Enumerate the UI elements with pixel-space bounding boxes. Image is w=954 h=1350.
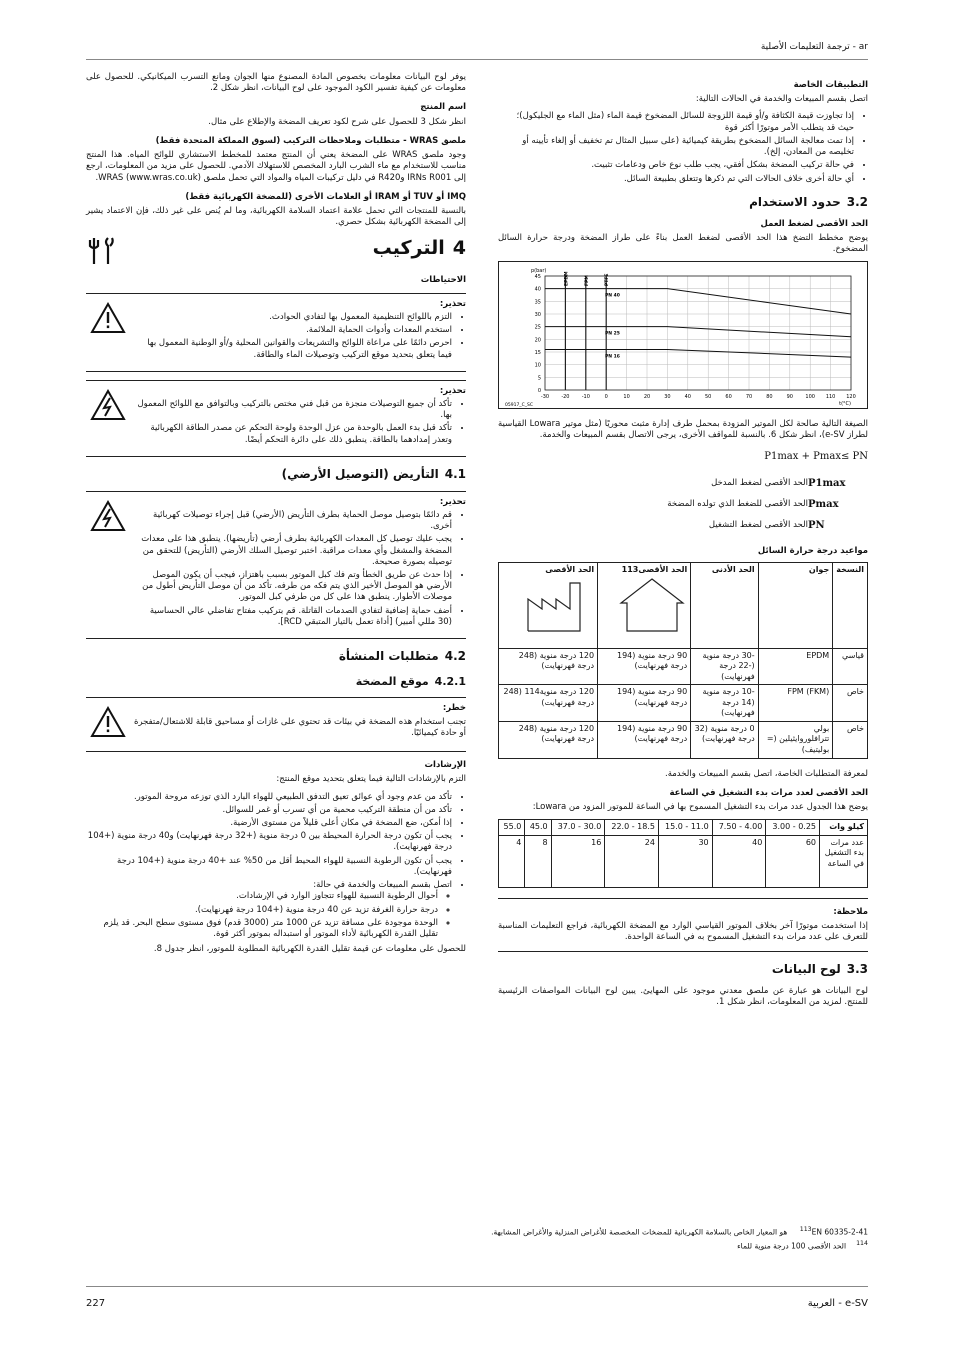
danger-box bbox=[86, 697, 466, 752]
table-cell: خاص bbox=[833, 685, 868, 722]
list-item: • قم دائمًا بتوصيل موصل الحماية بطرف التأريض (الأرضي) قبل إجراء توصيلات كهربائية أخرى. bbox=[134, 510, 452, 532]
table-cell: 0.25 - 3.00 bbox=[766, 820, 820, 836]
guide-end: للحصول على معلومات عن قيمة تقليل القدرة الكهربائية المطلوبة للموتور، انظر جدول 8. bbox=[153, 944, 466, 955]
material-label: PTFE bbox=[605, 273, 611, 287]
table-cell: 0 درجة منوية (32 درجة فهرنهايت) bbox=[691, 721, 758, 758]
x-tick-label: 30 bbox=[664, 394, 671, 401]
warning-list bbox=[134, 312, 466, 361]
table-cell: 40 bbox=[712, 835, 766, 887]
starts-text: يوضح هذا الجدول عدد مرات بدء التشغيل المسموح بها في الساعة للموتور المزود من Lowara: bbox=[532, 802, 868, 812]
table-cell: خاص bbox=[833, 721, 868, 758]
section-number: 4.1 bbox=[444, 466, 466, 481]
section-number: 3.3 bbox=[846, 962, 868, 977]
name-title: اسم المنتج bbox=[420, 102, 466, 113]
electric-hazard-icon bbox=[90, 500, 126, 532]
table-cell: 120 درجة منوية (248 درجة فهرنهايت) bbox=[499, 721, 598, 758]
section-title: حدود الاستخدام bbox=[749, 194, 841, 209]
y-tick-label: 15 bbox=[534, 350, 541, 357]
section-4-2-heading bbox=[86, 649, 466, 665]
guide-intro: التزم بالإرشادات التالية فيما يتعلق بتحديد موقع المنتج: bbox=[276, 774, 466, 785]
left-column bbox=[86, 72, 466, 961]
legend-desc: الحد الأقصى للضغط الذي تولده المضخة bbox=[667, 499, 808, 510]
formula-text: الصيغة التالية صالحة لكل الموتير المزودة بمحمل طرف إدارة مثبت محوريًا (مثل موتير Lowara القياسية لطراز e-SV)، انظر شكل 6. بالنسبة للمواقف الأخرى، يرجى الاتصال بقسم المبيعات والخدمة. bbox=[498, 419, 868, 441]
section-4-2-1-heading bbox=[86, 675, 466, 690]
list-item: • يجب عليك توصيل كل المعدات الكهربائية بطرف أرضي (تأريضها). ينطبق هذا على معدات المضخة والمشغل وأي معدات مراقبة. اختبر توصيل السلك الأرضي (التأريض) للتحقق من توصيله بصورة صحيحة. bbox=[134, 534, 452, 568]
y-tick-label: 45 bbox=[534, 274, 541, 281]
table-cell: 90 درجة منوية (194 درجة فهرنهايت) bbox=[598, 648, 691, 685]
table-cell: عدد مرات بدء التشغيل في الساعة bbox=[820, 835, 868, 887]
table-cell: 30.0 - 37.0 bbox=[551, 820, 605, 836]
list-item: • إذا حدث عن طريق الخطأ وتم فك كبل الموتور بسبب باهتزاز، فيجب أن يكون الموصل الأرضي هو الموصل الأخير الذي يتم فكه من طرفه. تأكد من أن موصل التأريض أطول من موصلات الأطوار. ينطبق هذا على كل من طرفي كبل الموتور. bbox=[134, 570, 452, 604]
series-line bbox=[545, 327, 851, 337]
maxp-text: يوضح مخطط التضخ هذا الحد الأقصى لضغط العمل بناءً على طراز المضخة ودرجة حرارة السائل المضخوخ. bbox=[498, 232, 868, 255]
list-item: ◦ أحوال الرطوبة النسبية للهواء تتجاوز الوارد في الإرشادات. bbox=[86, 891, 438, 902]
series-label: PN 40 bbox=[605, 293, 620, 299]
pressure-temperature-chart bbox=[498, 261, 868, 409]
divider bbox=[498, 951, 868, 952]
legend-symbol: Pmax bbox=[808, 499, 839, 511]
series-line bbox=[545, 350, 851, 358]
s33-text: لوح البيانات هو عبارة عن ملصق معدني موجود على المهايئ. يبين لوح البيانات المواصفات الرئيسية للمنتج. لمزيد من المعلومات، انظر شكل 1. bbox=[498, 986, 868, 1008]
section-number: 3.2 bbox=[846, 194, 868, 209]
x-tick-label: -30 bbox=[540, 394, 550, 401]
x-tick-label: 80 bbox=[766, 394, 773, 401]
table-header: جوان bbox=[758, 562, 833, 648]
table-header: الحد الأدنى bbox=[691, 562, 758, 648]
note-text: إذا استخدمت موتورًا آخر بخلاف الموتور القياسي الوارد مع المضخة الكهربائية، فراجع التعليمات المناسبة للتعرف على عدد مرات بدء التشغيل المسموح به في الساعة الواحدة. bbox=[498, 920, 868, 943]
right-column bbox=[498, 72, 868, 1015]
table-row bbox=[499, 721, 868, 758]
x-axis-label: t(°C) bbox=[839, 401, 851, 408]
series-label: PN 16 bbox=[605, 354, 620, 360]
table-header-house bbox=[598, 562, 691, 648]
list-item: • تأكد من عدم وجود أي عوائق تعيق التدفق الطبيعي للهواء البارد الذي توزعه مروحة الموتور. bbox=[86, 792, 452, 803]
header-title: ar - ترجمة التعليمات الأصلية bbox=[760, 42, 868, 52]
x-tick-label: 10 bbox=[623, 394, 630, 401]
table-cell: 120 درجة منوية114 (248 درجة فهرنهايت) bbox=[499, 685, 598, 722]
table-cell: 8 bbox=[525, 835, 551, 887]
list-item: ◦ الوحدة موجودة على مسافة تزيد عن 1000 متر (3000 قدم) فوق مستوى سطح البحر. قد يلزم تقليل القدرة الكهربائية لأداء الموتور أو استبداله بموتور أكثر قوة. bbox=[86, 918, 438, 940]
list-item: • استخدم المعدات وأدوات الحماية الملائمة. bbox=[134, 325, 452, 336]
temp-note: لمعرفة المتطلبات الخاصة، اتصل بقسم المبيعات والخدمة. bbox=[665, 768, 868, 779]
y-axis-label: p(bar) bbox=[531, 268, 547, 275]
list-item: • أضف حماية إضافية لتفادي الصدمات القاتلة. قم بتركيب مفتاح تفاضلي عالي الحساسية (30 مللي أمبير) [أداة تعمل بالتيار المتبقي RCD]. bbox=[134, 606, 452, 628]
y-tick-label: 10 bbox=[534, 362, 541, 369]
table-cell: 90 درجة منوية (194 درجة فهرنهايت) bbox=[598, 685, 691, 722]
intro-text: يوفر لوح البيانات معلومات بخصوص المادة المصنوع منها الجوان ومانع التسرب الميكانيكي. للحصول على معلومات عن كيفية تفسير الكود الموجود على لوح البيانات، انظر شكل 2. bbox=[86, 72, 466, 94]
x-tick-label: 100 bbox=[805, 394, 815, 401]
section-number: 4.2 bbox=[444, 649, 466, 664]
x-tick-label: -20 bbox=[561, 394, 570, 401]
list-item: • إذا أمكن، ضع المضخة في مكان أعلى قليلاً من مستوى الأرضية. bbox=[86, 818, 452, 829]
footnote bbox=[388, 1226, 868, 1237]
legend-symbol: P1max bbox=[808, 477, 846, 489]
table-cell: 120 درجة منوية (248 درجة فهرنهايت) bbox=[499, 648, 598, 685]
x-tick-label: 120 bbox=[846, 394, 856, 401]
chapter-title: التركيب bbox=[372, 237, 445, 260]
table-cell: FPM (FKM) bbox=[758, 685, 833, 722]
guide-list bbox=[86, 792, 466, 941]
table-row bbox=[499, 648, 868, 685]
guide-title: الإرشادات bbox=[424, 760, 466, 771]
y-tick-label: 20 bbox=[534, 337, 541, 344]
grounding-warning-box bbox=[86, 491, 466, 639]
imq-title: IMQ أو TUV أو IRAM أو العلامات الأخرى (للمضخة الكهربائية فقط) bbox=[185, 191, 466, 202]
table-header-factory bbox=[499, 562, 598, 648]
material-label: EPDM bbox=[564, 271, 570, 287]
table-cell: 30 bbox=[658, 835, 712, 887]
section-3-2-heading bbox=[498, 195, 868, 211]
temperature-table bbox=[498, 562, 868, 759]
table-row bbox=[498, 473, 868, 494]
warning-icon bbox=[90, 302, 126, 334]
x-tick-label: 90 bbox=[786, 394, 793, 401]
table-cell: 4.00 - 7.50 bbox=[712, 820, 766, 836]
section-title: موقع المضخة bbox=[355, 674, 429, 688]
name-text: انظر شكل 3 للحصول على شرح لكود تعريف المضخة والإطلاع على مثال. bbox=[208, 116, 466, 127]
table-cell: 55.0 bbox=[499, 820, 525, 836]
y-tick-label: 0 bbox=[537, 388, 541, 395]
table-row bbox=[499, 835, 868, 887]
danger-icon bbox=[90, 706, 126, 738]
table-cell: -10 درجة منوية (14 درجة فهرنهايت) bbox=[691, 685, 758, 722]
table-cell: 4 bbox=[499, 835, 525, 887]
list-item: • احرص دائمًا على مراعاة اللوائح والتشريعات والقوانين المحلية و/أو الوطنية المعمول بها فيما يتعلق بتحديد موقع التركيب وتوصيلات الماء والطاقة. bbox=[134, 338, 452, 360]
warning-label: تحذير: bbox=[439, 298, 466, 309]
list-item: • يجب أن تكون الرطوبة النسبية للهواء المحيط أقل من 50% عند +40 درجة منوية (+104 درجة فهرنهايت). bbox=[86, 856, 452, 878]
precautions-title: الاحتياطات bbox=[420, 275, 466, 286]
x-tick-label: -10 bbox=[581, 394, 590, 401]
warning-label: تحذير: bbox=[439, 385, 466, 396]
page-footer bbox=[86, 1286, 868, 1316]
table-row bbox=[499, 685, 868, 722]
y-tick-label: 35 bbox=[534, 299, 541, 306]
electric-hazard-icon bbox=[90, 389, 126, 421]
table-cell: كيلو وات bbox=[820, 820, 868, 836]
note-title: ملاحظة: bbox=[833, 906, 868, 917]
section-number: 4.2.1 bbox=[434, 674, 466, 688]
table-cell: EPDM bbox=[758, 648, 833, 685]
table-cell: 16 bbox=[551, 835, 605, 887]
footer-product: e-SV - العربية bbox=[807, 1298, 868, 1309]
list-item bbox=[86, 880, 452, 940]
header-label: الحد الأقصى bbox=[545, 564, 595, 574]
series-label: PN 25 bbox=[605, 331, 620, 337]
factory-icon bbox=[524, 575, 594, 633]
x-tick-label: 50 bbox=[705, 394, 712, 401]
temp-title: مواعيد درجة حرارة السائل bbox=[757, 546, 868, 557]
footnote bbox=[388, 1240, 868, 1251]
maxp-title: الحد الأقصى لضغط العمل bbox=[760, 218, 868, 229]
chart-svg bbox=[499, 262, 867, 408]
x-tick-label: 60 bbox=[725, 394, 732, 401]
table-cell: 60 bbox=[766, 835, 820, 887]
list-item: • التزم باللوائح التنظيمية المعمول بها لتفادي الحوادث. bbox=[134, 312, 452, 323]
footnote-key: 113 bbox=[799, 1226, 812, 1233]
electrical-warning-box bbox=[86, 380, 466, 457]
formula-legend bbox=[498, 473, 868, 537]
starts-table bbox=[498, 819, 868, 888]
chapter-number: 4 bbox=[452, 237, 466, 260]
wras-text: وجود ملصق WRAS على المضخة يعني أن المنتج معتمد للمخطط الاستشاري للوائح المياه. هذا المنتج مناسب للاستخدام مع ماء الشرب البارد المخصص للاستهلاك الآدمي. للحصول على مزيد من المعلومات، ارجع إلى IRNs R001 وR420 في دليل تركيبات المياه والمواد التي تحمل ملصق WRAS (www.wras.co.uk). bbox=[86, 150, 466, 183]
list-item: • إذا تمت معالجة السائل المضخوخ بطريقة كيميائية (على سبيل المثال تم تخفيف أو إلغاء تأيينه أو تخليصه من المعادن، إلخ). bbox=[498, 136, 854, 158]
footnote-text: EN 60335-2-41 هو المعيار الخاص بالسلامة الكهربائية للمضخات المخصصة للأغراض المنزلية والأغراض المشابهة. bbox=[491, 1227, 868, 1237]
footnote-key: 114 bbox=[856, 1240, 868, 1248]
table-cell: قياسي bbox=[833, 648, 868, 685]
list-item: ◦ درجة حرارة الغرفة تزيد عن 40 درجة منوية (+104 درجة فهرنهايت). bbox=[86, 905, 438, 916]
section-4-1-heading bbox=[86, 467, 466, 483]
table-cell: -30 درجة منوية (-22 درجة فهرنهايت) bbox=[691, 648, 758, 685]
warning-label: تحذير: bbox=[439, 496, 466, 507]
section-title: لوح البيانات bbox=[771, 962, 841, 977]
page-number: 227 bbox=[86, 1298, 106, 1309]
y-tick-label: 5 bbox=[537, 375, 541, 382]
legend-desc: الحد الأقصى لضغط التشغيل bbox=[708, 520, 808, 531]
x-tick-label: 110 bbox=[825, 394, 836, 401]
list-item: • في حالة تركيب المضخة بشكل أفقي، يجب طلب نوع خاص ودعامات تثبيت. bbox=[498, 160, 854, 171]
wras-title: ملصق WRAS - متطلبات وملاحظات التركيب (لسوق المملكة المتحدة فقط) bbox=[155, 135, 466, 146]
table-cell: 90 درجة منوية (194 درجة فهرنهايت) bbox=[598, 721, 691, 758]
starts-title: الحد الأقصى لعدد مرات بدء التشغيل في الساعة bbox=[669, 787, 868, 798]
table-row bbox=[498, 494, 868, 515]
warning-box bbox=[86, 293, 466, 372]
header-label: الحد الأقصى113 bbox=[621, 564, 688, 574]
formula: P1max + Pmax≤ PN bbox=[764, 450, 868, 462]
section-title: التأريض (التوصيل الأرضي) bbox=[281, 466, 439, 481]
danger-text: تجنب استخدام هذه المضخة في بيئات قد تحتوي على غازات أو مساحيق قابلة للاشتعال/متفجرة أو حادة كيميائيًا. bbox=[134, 716, 466, 738]
danger-label: خطر: bbox=[442, 703, 466, 714]
chapter-4-heading bbox=[86, 236, 466, 261]
list-item-label: اتصل بقسم المبيعات والخدمة في حالة: bbox=[313, 880, 452, 891]
table-cell: 11.0 - 15.0 bbox=[658, 820, 712, 836]
page-header bbox=[86, 40, 868, 60]
x-tick-label: 20 bbox=[643, 394, 651, 401]
y-tick-label: 30 bbox=[534, 312, 541, 319]
table-header-row bbox=[499, 562, 868, 648]
legend-symbol: PN bbox=[808, 520, 825, 532]
list-item: • تأكد من أن منطقة التركيب محمية من أي تسرب أو غمر للسوائل. bbox=[86, 805, 452, 816]
special-intro: اتصل بقسم المبيعات والخدمة في الحالات التالية: bbox=[695, 94, 868, 105]
section-title: متطلبات المنشأة bbox=[338, 649, 439, 664]
y-tick-label: 25 bbox=[534, 324, 541, 331]
sub-list bbox=[86, 891, 452, 940]
special-list bbox=[498, 111, 868, 184]
special-title: التطبيقات الخاصة bbox=[793, 80, 868, 90]
list-item: • إذا تجاوزت قيمة الكثافة و/أو قيمة اللزوجة للسائل المضخوخ قيمة الماء (مثل الماء مع الجليكول)؛ حيث قد يتطلب الأمر موتورًا أكثر قوة bbox=[498, 111, 854, 133]
list-item: • تأكد قبل بدء العمل بالوحدة من عزل الوحدة ولوحة التحكم عن مصدر الطاقة الكهربائية وتعذر إمدادهما بالطاقة. ينطبق ذلك على دائرة التحكم أيضًا. bbox=[134, 423, 452, 445]
house-icon bbox=[617, 575, 687, 633]
list-item: • أي حالة أخرى خلاف الحالات التي تم ذكرها وتتعلق بطبيعة السائل. bbox=[498, 174, 854, 185]
y-tick-label: 40 bbox=[534, 286, 541, 293]
legend-desc: الحد الأقصى لضغط المدخل bbox=[711, 477, 808, 488]
warning-list bbox=[134, 510, 466, 628]
x-tick-label: 70 bbox=[745, 394, 753, 401]
material-label: FPM bbox=[584, 275, 590, 287]
imq-text: بالنسبة للمنتجات التي تحمل علامة اعتماد السلامة الكهربائية، وما لم يُنص على غير ذلك، فإن الاعتماد يشير إلى المضخة الكهربائية بشكل حصري. bbox=[86, 205, 466, 228]
table-row bbox=[498, 515, 868, 536]
warning-list bbox=[134, 399, 466, 446]
table-cell: 45.0 bbox=[525, 820, 551, 836]
x-tick-label: 0 bbox=[604, 394, 608, 401]
table-row bbox=[499, 820, 868, 836]
list-item: • يجب أن تكون درجة الحرارة المحيطة بين 0 درجة منوية (+32 درجة فهرنهايت) و40 درجة منوية (+104 درجة فهرنهايت). bbox=[86, 831, 452, 853]
footnote-text: الحد الأقصى 100 درجة منوية للماء bbox=[737, 1241, 847, 1251]
table-cell: 18.5 - 22.0 bbox=[605, 820, 659, 836]
table-cell: بولي تترافلوروايثيلين (= بوليتيف) bbox=[758, 721, 833, 758]
table-header: النسخة bbox=[833, 562, 868, 648]
tools-icon bbox=[88, 236, 116, 266]
footnotes bbox=[388, 1226, 868, 1255]
divider bbox=[498, 898, 868, 899]
chart-code: 05917_C_SC bbox=[505, 403, 533, 409]
list-item: • تأكد أن جميع التوصيلات منجزة من قبل فني مختص بالتركيب وبالتوافق مع اللوائح المعمول بها. bbox=[134, 399, 452, 421]
x-tick-label: 40 bbox=[684, 394, 691, 401]
section-3-3-heading bbox=[498, 962, 868, 978]
table-cell: 24 bbox=[605, 835, 659, 887]
